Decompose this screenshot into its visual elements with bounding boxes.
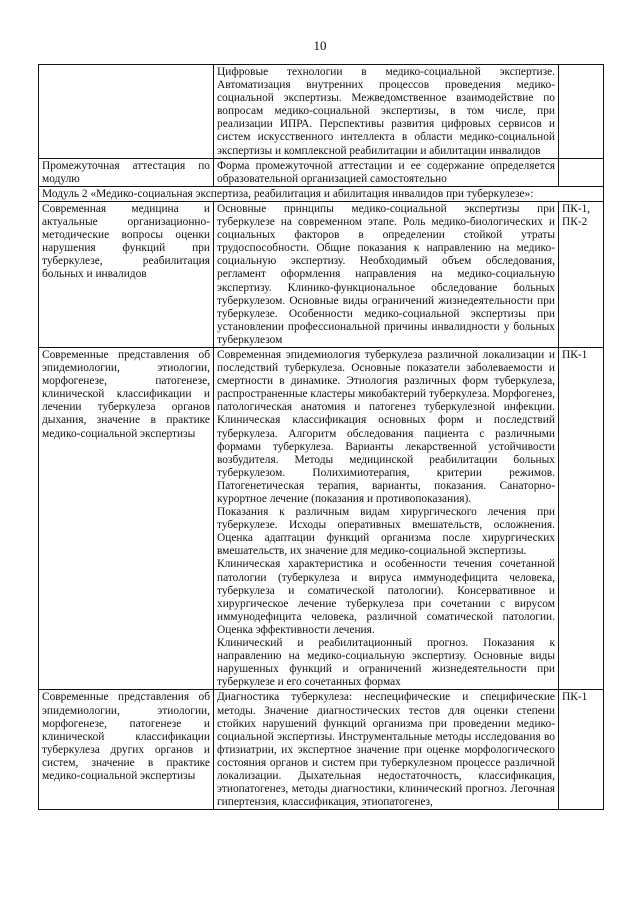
- table-row: [39, 201, 604, 347]
- content-cell: [214, 201, 559, 347]
- topic-text: Промежуточная аттестация по модулю: [42, 159, 210, 185]
- topic-text: Современные представления об эпидемиологии, этиологии, морфогенезе, патогенезе, клинической классификации и лечении туберкулеза органов дыхания, значение в практике медико-социальной экспертизы: [42, 348, 210, 440]
- content-paragraph: Диагностика туберкулеза: неспецифические и специфические методы. Значение диагностических тестов для оценки степени стойких нарушений функций организма при проведении медико-социальной экспертизы. Инструментальные методы исследования во фтизиатрии, их экспертное значение при оценке морфологического состояния органов и систем при туберкулезном процессе различной локализации. Дыхательная недостаточность, классификация, этиопатогенез, методы диагностики, клинический прогноз. Легочная гипертензия, классификация, этиопатогенез,: [217, 691, 555, 809]
- table-row-continued: [39, 65, 604, 159]
- competency-codes: ПК-1, ПК-2: [559, 201, 604, 347]
- table-row-attestation: [39, 158, 604, 186]
- content-paragraph: Показания к различным видам хирургического лечения при туберкулезе. Исходы оперативных вмешательств, осложнения. Оценка адаптации функций организма после хирургических вмешательств, их значение для медико-социальной экспертизы.: [217, 506, 555, 558]
- content-paragraph: Клинический и реабилитационный прогноз. Показания к направлению на медико-социальную экспертизу. Основные виды нарушенных функций и ограничений жизнедеятельности при туберкулезе и его сочетанных формах: [217, 637, 555, 689]
- content-paragraph: Основные принципы медико-социальной экспертизы при туберкулезе на современном этапе. Роль медико-биологических и социальных факторов в определении стойкой утраты трудоспособности. Общие показания к направлению на медико-социальную экспертизу. Необходимый объем обследования, регламент оформления направления на медико-социальную экспертизу. Клинико-функциональное обследование больных туберкулезом. Основные виды ограничений жизнедеятельности при туберкулезе. Особенности медико-социальной экспертизы при установлении профессиональной причины инвалидности у больных туберкулезом: [217, 202, 555, 346]
- page-number: 10: [313, 38, 327, 53]
- competency-codes: ПК-1: [559, 690, 604, 810]
- topic-text: Современные представления об эпидемиологии, этиологии, морфогенезе, патогенезе и клинической классификации туберкулеза других органов и систем, значение в практике медико-социальной экспертизы: [42, 691, 210, 782]
- topic-cell: [39, 201, 214, 347]
- table-row: [39, 690, 604, 810]
- content-paragraph: Клиническая характеристика и особенности течения сочетанной патологии (туберкулеза и вируса иммунодефицита человека, туберкулеза и соматической патологии). Консервативное и хирургическое лечение туберкулеза при сочетании с вирусом иммунодефицита человека, различной соматической патологии. Оценка эффективности лечения.: [217, 558, 555, 636]
- table-row: [39, 347, 604, 689]
- topic-text: Современная медицина и актуальные организационно-методические вопросы оценки нарушения функций при туберкулезе, реабилитация больных и инвалидов: [42, 202, 210, 281]
- topic-cell: [39, 158, 214, 186]
- content-paragraph: Форма промежуточной аттестации и ее содержание определяется образовательной организацией самостоятельно: [217, 159, 555, 185]
- module-heading: Модуль 2 «Медико-социальная экспертиза, реабилитация и абилитация инвалидов при туберкулезе»:: [39, 186, 604, 201]
- competency-codes: ПК-1: [559, 347, 604, 689]
- content-cell: [214, 690, 559, 810]
- module-heading-row: [39, 186, 604, 201]
- topic-cell: [39, 347, 214, 689]
- content-cell: [214, 347, 559, 689]
- codes-cell-empty: [559, 65, 604, 159]
- content-paragraph: Цифровые технологии в медико-социальной экспертизе. Автоматизация внутренних процессов проведения медико-социальной экспертизы. Межведомственное взаимодействие по вопросам медико-социальной экспертизы, в том числе, при реализации ИПРА. Перспективы развития цифровых сервисов и систем искусственного интеллекта в области медико-социальной экспертизы и комплексной реабилитации и абилитации инвалидов: [217, 66, 555, 157]
- content-cell: [214, 65, 559, 159]
- curriculum-table: [38, 64, 604, 810]
- topic-cell-empty: [39, 65, 214, 159]
- content-paragraph: Современная эпидемиология туберкулеза различной локализации и последствий туберкулеза. Основные показатели заболеваемости и смертности в динамике. Этиология различных форм туберкулеза, распространенные кластеры микобактерий туберкулеза. Морфогенез, патологическая анатомия и патогенез туберкулезной инфекции. Клиническая классификация основных форм и последствий туберкулеза. Алгоритм обследования пациента с различными формами туберкулеза. Варианты лекарственной устойчивости возбудителя. Методы медицинской реабилитации больных туберкулезом. Полихимиотерапия, критерии режимов. Патогенетическая терапия, варианты, показания. Санаторно-курортное лечение (показания и противопоказания).: [217, 348, 555, 505]
- codes-cell-empty: [559, 158, 604, 186]
- topic-cell: [39, 690, 214, 810]
- content-cell: [214, 158, 559, 186]
